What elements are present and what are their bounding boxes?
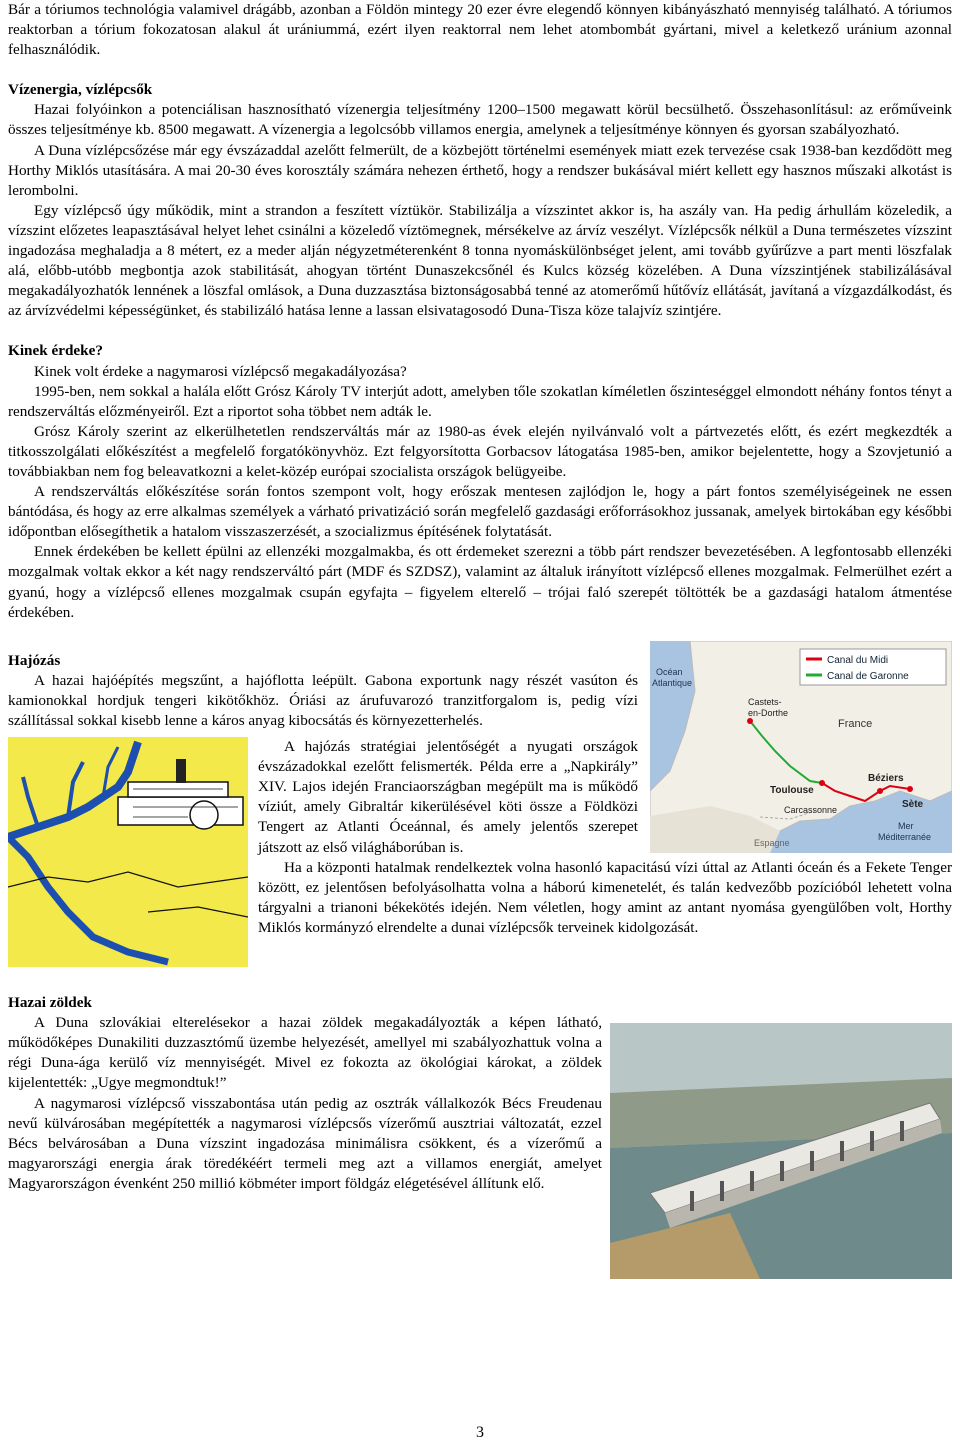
heading-kinek-erdeke: Kinek érdeke? bbox=[8, 342, 103, 360]
label-beziers: Béziers bbox=[868, 772, 904, 784]
dam-photo-svg bbox=[610, 1023, 952, 1279]
canal-map-image bbox=[650, 641, 952, 853]
zoldek-section bbox=[8, 993, 952, 1279]
legend-canal-de-garonne: Canal de Garonne bbox=[827, 670, 909, 682]
legend-canal-du-midi: Canal du Midi bbox=[827, 654, 889, 666]
hajozas-paragraph-3: Ha a központi hatalmak rendelkeztek volna hasonló kapacitású vízi úttal az Atlanti óceán és a Fekete Tenger között, ez jelentősen befolyásolhatta volna a háború kimenetelét, és talán kedvezőbb pozícióból lehetett volna tárgyalni a trianoni békekötés idején. Nem véletlen, hogy amint az antant nyomása gyengülőben volt, Horthy Miklós kormányzó elrendelte a dunai vízlépcsők terveinek kidolgozását. bbox=[258, 858, 952, 936]
label-france: France bbox=[838, 717, 873, 730]
heading-vizenergia: Vízenergia, vízlépcsők bbox=[8, 81, 153, 99]
kinek-paragraph-5: Ennek érdekében be kellett épülni az ellenzéki mozgalmakba, és ott érdemeket szerezni a több párt rendszer bevezetésében. A legfontosabb ellenzéki mozgalmak voltak ekkor a két nagy rendszerváltó párt (MDF és SZDSZ), valamint az általuk irányított vízlépcső ellenes mozgalmak. Felmerülhet ezért a gyanú, hogy a vízlépcső ellenes mozgalmak csupán egyfajta – figyelem elterelő – trójai faló szerepét töltötték be a gazdasági hatalom átmentése érdekében. bbox=[8, 543, 952, 621]
point-toulouse bbox=[819, 780, 825, 786]
label-carcassonne: Carcassonne bbox=[784, 804, 838, 815]
label-dorthe: en-Dorthe bbox=[748, 707, 789, 718]
document-page bbox=[8, 0, 952, 1279]
heading-hajozas: Hajózás bbox=[8, 651, 61, 669]
vizenergia-paragraph-2: A Duna vízlépcsőzése már egy évszázaddal azelőtt felmerült, de a közbejött történelmi események miatt ezek tervezése csak 1938-ban kezdődött meg Horthy Miklós utasítására. A mai 20-30 éves korosztály számára nehezen érthető, hogy a rendszer bukásával miért kellett egy hasznos műszaki alkotást is lerombolni. bbox=[8, 141, 952, 199]
label-espagne: Espagne bbox=[754, 837, 790, 848]
page-number: 3 bbox=[476, 1424, 484, 1441]
kinek-paragraph-4: A rendszerváltás előkészítése során fontos szempont volt, hogy erőszak mentesen zajlódjon le, hogy a párt fontos személyiségeinek ne essen bántódása, és hogy az erre alkalmas személyek a várható privatizáció során megfelelő gazdasági erőforrásokhoz jussanak, amelyek birtokában egy későbbi időpontban elősegíthetik a hatalom visszaszerzését, a szocializmus építésének folytatását. bbox=[8, 483, 952, 541]
kinek-paragraph-2: 1995-ben, nem sokkal a halála előtt Grósz Károly TV interjút adott, amelyben tőle szokatlan kíméletlen őszinteséggel elmondott néhány fontos tényt a rendszerváltás előzményeiről. Ezt a riportot soha többet nem adták le. bbox=[8, 382, 952, 420]
point-castets bbox=[747, 718, 753, 724]
zoldek-paragraph-1: A Duna szlovákiai elterelésekor a hazai zöldek megakadályozták a képen látható, működőképes Dunakiliti duzzasztómű üzembe helyezését, amellyel mi szabályozhattuk volna a régi Duna-ága kerülő víz mennyiségét. Mivel ez fokozta az ökológiai károkat, a zöldek kijelentették: „Ugye megmondtuk!” bbox=[8, 1014, 602, 1092]
vizenergia-paragraph-1: Hazai folyóinkon a potenciálisan hasznosítható vízenergia teljesítmény 1200–1500 megawatt körül becsülhető. Összehasonlításul: az erőműveink összes teljesítménye kb. 8500 megawatt. A vízenergia a legolcsóbb villamos energia, amelynek a teljesítménye könnyen és gyorsan szabályozható. bbox=[8, 101, 952, 139]
label-atlantique: Atlantique bbox=[652, 677, 693, 688]
point-sete bbox=[907, 786, 913, 792]
hajozas-paragraph-1: A hazai hajóépítés megszűnt, a hajóflotta leépült. Gabona exportunk nagy részét vasúton és kamionokkal hordjuk tengeri kikötőkhöz. Óriási az árufuvarozó tranzitforgalom is, pedig vízi szállítással sokkal kisebb lenne a káros anyag kibocsátás és környezetterhelés. bbox=[8, 671, 638, 729]
label-toulouse: Toulouse bbox=[770, 784, 814, 796]
canal-map-svg bbox=[650, 641, 952, 853]
heading-hazai-zoldek: Hazai zöldek bbox=[8, 994, 92, 1012]
label-mer: Mer bbox=[898, 820, 914, 831]
label-mediterranee: Méditerranée bbox=[878, 831, 932, 842]
zoldek-paragraph-2: A nagymarosi vízlépcső visszabontása után pedig az osztrák vállalkozók Bécs Freudenau nevű külvárosában megépítették a nagymarosi vízlépcsős vízerőmű ausztriai változatát, ezzel Bécs belvárosában a Duna vízszint ingadozása minimálisra csökkent, és a vízerőmű a magyarországi energia árak töredékéért termeli meg azt a villamos energiát, amelyet Magyarországon évenként 250 millió köbméter import földgáz elégetésével állítunk elő. bbox=[8, 1094, 602, 1192]
kinek-paragraph-3: Grósz Károly szerint az elkerülhetetlen rendszerváltás már az 1980-as évek elején nyilvánvaló volt a pártvezetés előtt, és ezért megkezdték a titkosszolgálati előkészítést a megfelelő forgatókönyvhöz. Ezt felgyorsította Gorbacsov látogatása 1985-ben, amikor bejelentette, hogy a Szovjetunió a továbbiakban nem fog beleavatkozni a kelet-közép európai szocialista országok belügyeibe. bbox=[8, 422, 952, 480]
label-ocean: Océan bbox=[656, 666, 683, 677]
label-castets: Castets- bbox=[748, 696, 782, 707]
vizenergia-paragraph-3: Egy vízlépcső úgy működik, mint a strandon a feszített víztükör. Stabilizálja a vízszintet akkor is, ha aszály van. Ha pedig árhullám közeledik, a vízszint előzetes leapasztásával helyet lehet csinálni a közeledő víztömegnek, mérsékelve az árvíz veszélyt. Vízlépcsők nélkül a Duna természetes vízszint ingadozása meghaladja a 8 métert, ez a meder alján négyzetméterenként 8 tonna nyomáskülönbséget jelent, ami tovább gyűrűzve a part menti löszfalak alá, előbb-utóbb megbontja azok stabilitását, ahogyan történt Dunaszekcsőnél és Kulcs község közelében. A Duna vízszintjének stabilizálásával megakadályozhatók lennének a löszfal omlások, a Duna duzzasztása biztonságosabbá tenné az atomerőmű hűtővíz ellátását, javítaná a vízgazdálkodást, és az árvízvédelmi képességünket, és stabilizáló hatása lenne a lassan elsivatagosodó Duna-Tisza köze talajvíz szintjére. bbox=[8, 201, 952, 320]
dunakiliti-dam-image bbox=[610, 1023, 952, 1279]
intro-paragraph: Bár a tóriumos technológia valamivel drágább, azonban a Földön mintegy 20 ezer évre elegendő könnyen kibányászható mennyiség található. A tóriumos reaktorban a tórium fokozatosan alakul át urániummá, ezért ilyen reaktorral nem lehet atombombát gyártani, mivel a keletkező uránium azonnal felhasználódik. bbox=[8, 1, 952, 59]
kinek-paragraph-1: Kinek volt érdeke a nagymarosi vízlépcső megakadályozása? bbox=[34, 362, 407, 380]
label-sete: Sète bbox=[902, 798, 924, 810]
hajozas-paragraph-2: A hajózás stratégiai jelentőségét a nyugati országok évszázadokkal ezelőtt felismerték. Példa erre a „Napkirály” XIV. Lajos idején Franciaországban megépült ma is működő víziút, amely Gibraltár kikerülésével köti össze a Földközi Tengert az Atlanti Óceánnal, és amely jelentős szerepet játszott az első világháborúban is. bbox=[258, 738, 638, 856]
danube-boat-svg bbox=[8, 737, 248, 967]
point-beziers bbox=[877, 788, 883, 794]
hajozas-section bbox=[8, 651, 952, 967]
danube-boat-image bbox=[8, 737, 248, 967]
